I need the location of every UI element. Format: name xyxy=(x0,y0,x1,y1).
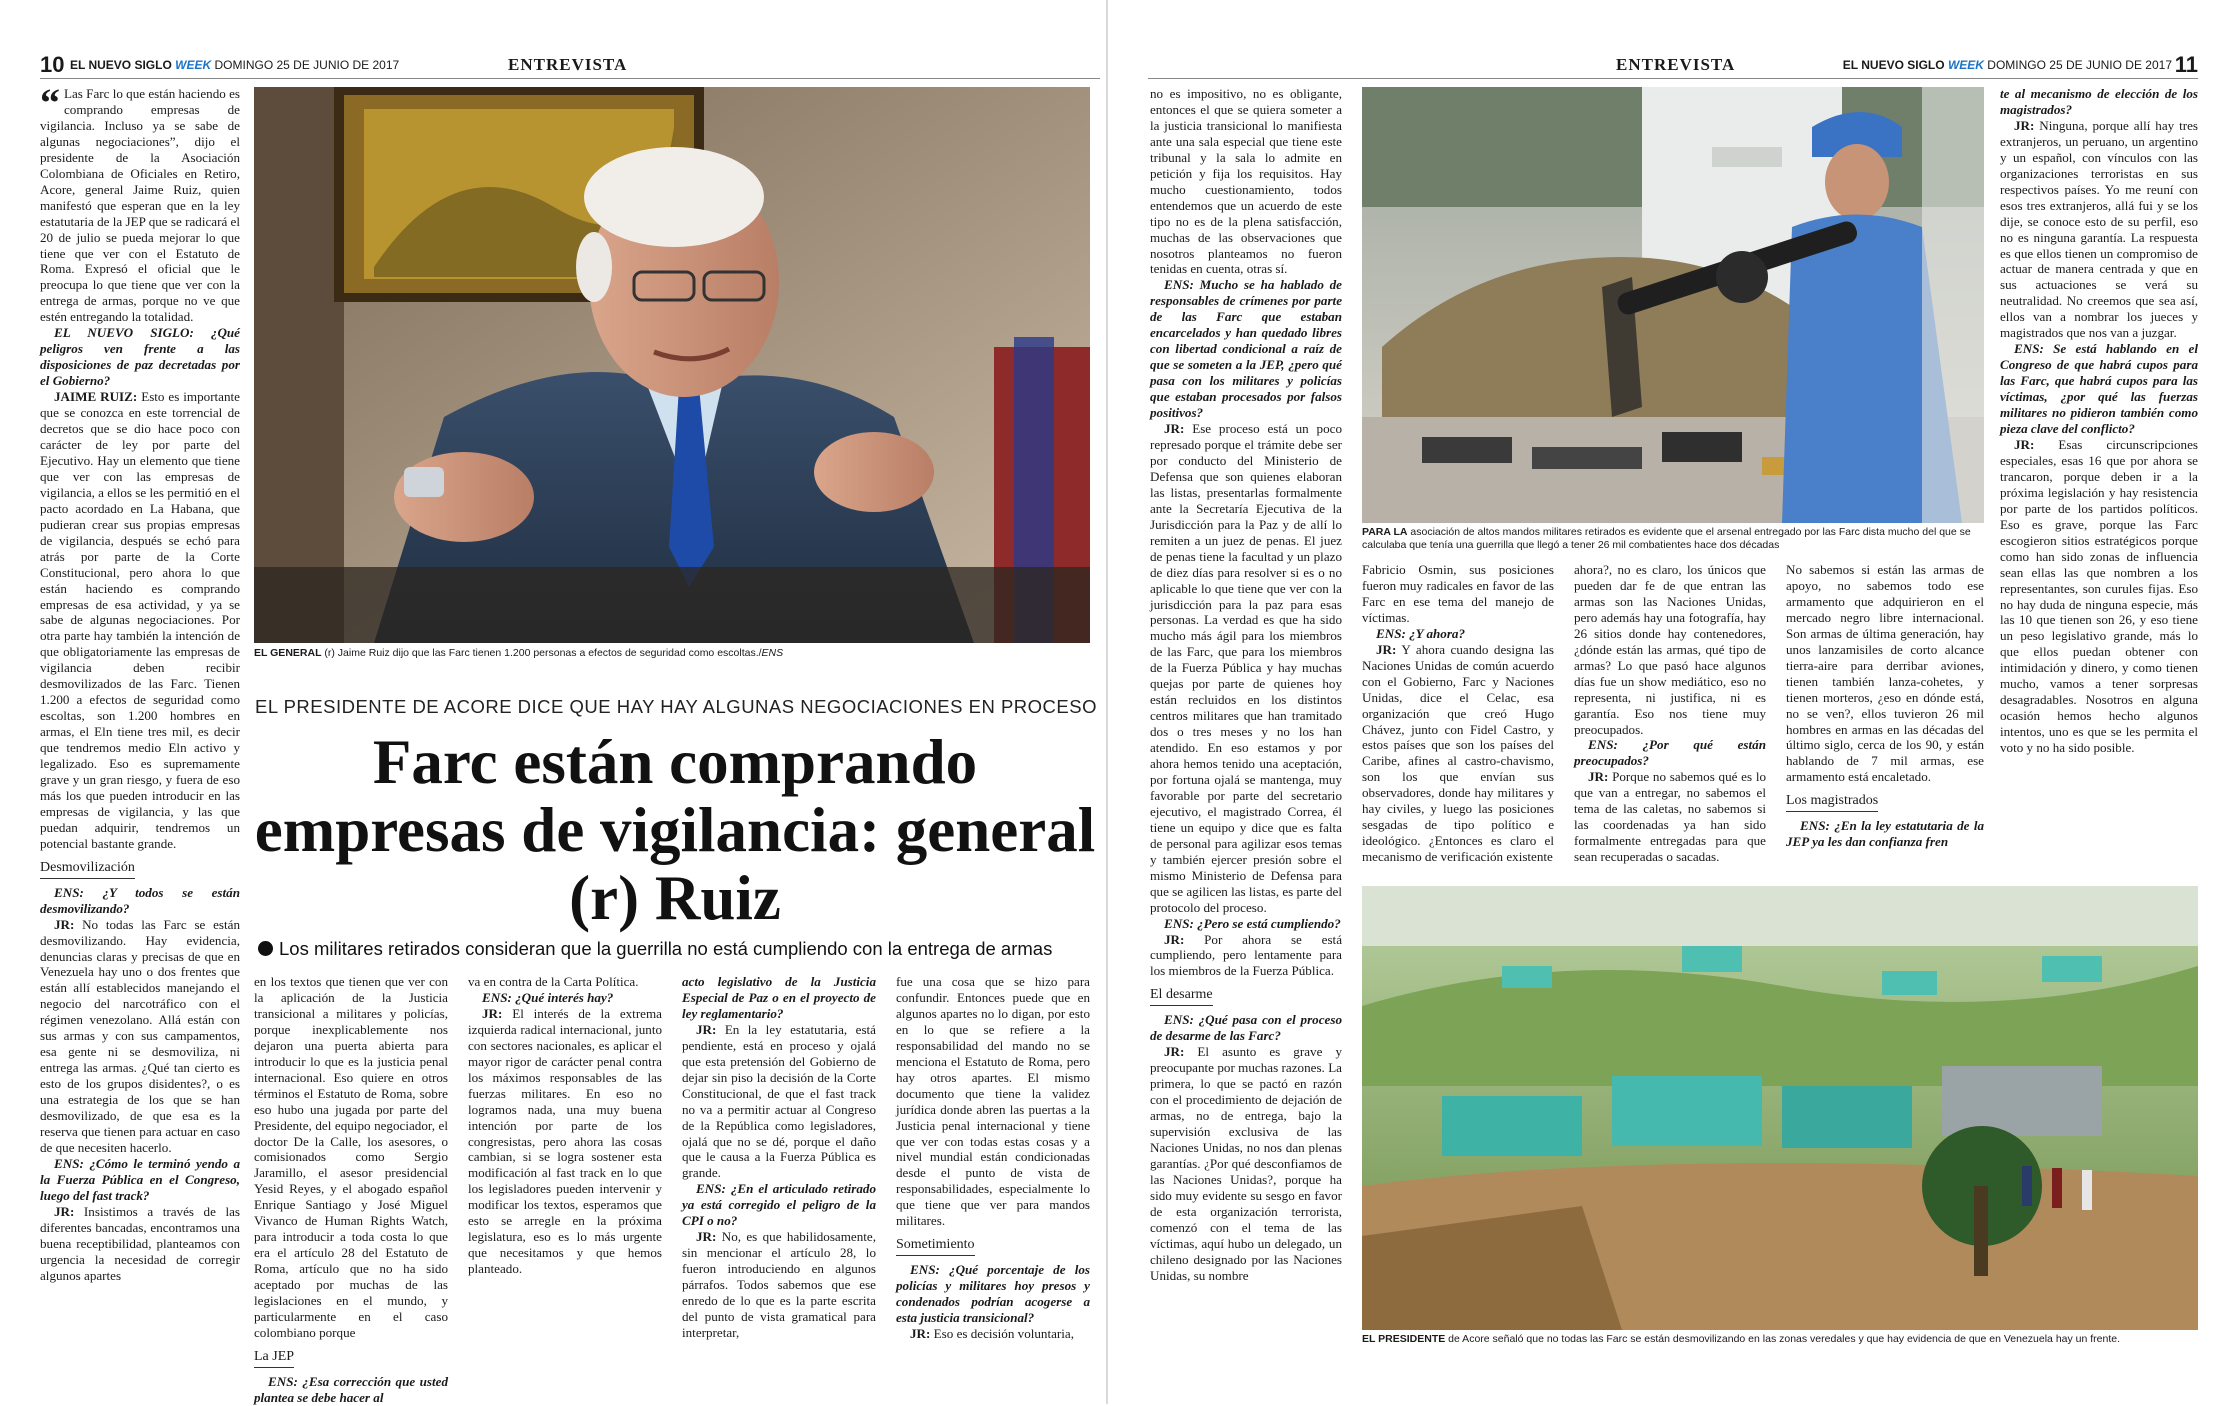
issue-date: DOMINGO 25 DE JUNIO DE 2017 xyxy=(214,58,400,72)
question-text: ¿Por qué están preocupados? xyxy=(1574,737,1766,769)
article-column-8 xyxy=(1574,562,1766,884)
question-text: Se está hablando en el Congreso de que habrá cupos para las Farc, que habrá cupos para las víctimas, ¿por qué las fuerzas militares no pidieron también como pieza clave del conflicto? xyxy=(2000,341,2198,437)
answer-text: El asunto es grave y preocupante por muchas razones. La primera, lo que se pactó en razón con el procedimiento de dejación de armas, no de entrega, bajo la supervisión exclusiva de las Naciones Unidas, no nos dan plenas garantías. ¿Por qué desconfiamos de las Naciones Unidas?, porque ha sido muy evidente su sesgo en favor de esta organización terrorista, comenzó con el tema de las víctimas, aquí hubo un delegado, un chileno designado por las Naciones Unidas, su nombre xyxy=(1150,1044,1342,1283)
answer-text: Y ahora cuando designa las Naciones Unidas de común acuerdo con el Gobierno, Farc y Naciones Unidas, dice el Celac, esa organización que creó Hugo Chávez, junto con Fidel Castro, y estos países que son los países del Caribe, afines al castro-chavismo, son los que envían sus observadores, donde hay militares y hay civiles, y luego las posiciones sesgadas de tipo político e ideológico. ¿Entonces es claro el mecanismo de verificación existente xyxy=(1362,641,1554,865)
body-paragraph: ahora?, no es claro, los únicos que pueden dar fe de que entran las armas son las Naciones Unidas, pero además hay una fotografía, hay 26 sitios donde hay contenedores, ¿dónde están las armas, qué tipo de armas? Lo que pasó hace algunos días fue un show mediático, eso no representa, ni justifica, ni es garantía. Eso nos tiene muy preocupados. xyxy=(1574,562,1766,737)
answer-text: Por ahora se está cumpliendo, pero lentamente para los miembros de la Fuerza Pública. xyxy=(1150,931,1342,979)
answer-text: El interés de la extrema izquierda radical internacional, junto con sectores nacionales, es aplicar el mayor rigor de carácter penal contra los máximos responsables de las fuerzas militares. En eso no logramos nada, una muy buena intención por parte de los congresistas, pero ahora las cosas cambian, si se logra sostener esta modificación al fast track en lo que los legisladores pueden intervenir y modificar los textos, esperamos que esto se arregle en la próxima legislatura, eso es lo más urgente que necesitamos y que hemos planteado. xyxy=(468,1005,662,1277)
caption-lead: PARA LA xyxy=(1362,526,1408,538)
subhead-los-magistrados: Los magistrados xyxy=(1786,793,1878,812)
question-text: ¿Qué pasa con el proceso de desarme de las Farc? xyxy=(1150,1012,1342,1044)
publication-week: WEEK xyxy=(175,58,212,72)
article-kicker: EL PRESIDENTE DE ACORE DICE QUE HAY HAY ALGUNAS NEGOCIACIONES EN PROCESO xyxy=(255,696,1097,717)
body-paragraph: va en contra de la Carta Política. xyxy=(468,974,639,989)
answer-text: Esas circunscripciones especiales, esas 16 que por ahora se trancaron, porque deben ir a la próxima legislación y hay resistencia por parte de los partidos políticos. Eso es grave, porque las Farc escogieron sitios estratégicos porque como han sido zonas de influencia sean ellas las que nombren a los representantes, son curules fijas. Eso no hay duda de ninguna especie, más las 10 que tienen son 26, y eso tiene un peso legislativo grande, más lo que ellos puedan obtener con intimidación y dinero, y como tienen mucho, vamos a tener sorpresas desagradables. Nosotros en alguna ocasión hemos hecho algunos intentos, uno es que se les permita el voto y no ha sido posible. xyxy=(2000,436,2198,756)
answer-label: JR: xyxy=(696,1021,717,1037)
subhead-el-desarme: El desarme xyxy=(1150,987,1213,1006)
answer-label: JR: xyxy=(54,1203,75,1219)
weapons-illustration xyxy=(1362,87,1984,523)
question-label: ENS: xyxy=(268,1373,298,1389)
photo-general-ruiz xyxy=(254,87,1090,643)
answer-text: Insistimos a través de las diferentes bancadas, encontramos una buena receptibilidad, planteamos con urgencia la necesidad de corregir algunos apartes xyxy=(40,1203,240,1283)
question-text: ¿Qué interés hay? xyxy=(511,989,614,1005)
question-text: ¿Y ahora? xyxy=(1405,625,1466,641)
question-label: EL NUEVO SIGLO: xyxy=(54,325,194,341)
publication-line xyxy=(1843,58,2172,72)
answer-label: JR: xyxy=(696,1229,717,1245)
photo-veredal-caption xyxy=(1362,1333,2198,1346)
section-label: ENTREVISTA xyxy=(1616,55,1736,74)
question-text: ¿Qué peligros ven frente a las disposiciones de paz decretadas por el Gobierno? xyxy=(40,325,240,389)
header-rule xyxy=(40,78,1100,79)
body-paragraph: fue una cosa que se hizo para confundir. Entonces puede que en algunos apartes no lo digan, por esto en lo que se refiere a la responsabilidad del mando no se menciona el Estatuto de Roma, pero hay otros apartes. El mismo documento que tiene la validez jurídica donde abren las puertas a la Justicia penal internacional y tiene que ver con todas estas cosas y a nivel mundial están condicionadas desde el punto de vista de responsabilidades, especialmente lo que tiene que ver para mandos militares. xyxy=(896,974,1090,1229)
answer-label: JR: xyxy=(910,1326,931,1342)
caption-text: (r) Jaime Ruiz dijo que las Farc tienen 1.200 personas a efectos de seguridad como escoltas./ xyxy=(321,647,762,659)
left-page-header xyxy=(40,52,1100,78)
page-number: 10 xyxy=(40,52,65,77)
question-text: Mucho se ha hablado de responsables de crímenes por parte de las Farc que estaban encarcelados y han quedado libres con libertad condicional a raíz de que se someten a la JEP, ¿pero qué pasa con los militares y policías que estaban procesados por falsos positivos? xyxy=(1150,277,1342,421)
answer-label: JAIME RUIZ: xyxy=(54,389,138,405)
article-column-6 xyxy=(1150,86,1342,1340)
subhead-desmovilizacion: Desmovilización xyxy=(40,860,135,879)
article-column-2 xyxy=(254,974,448,1405)
article-column-7 xyxy=(1362,562,1554,884)
answer-label: JR: xyxy=(2014,117,2035,133)
answer-label: JR: xyxy=(1164,931,1185,947)
photo-weapons-caption xyxy=(1362,526,1984,552)
deck-text: Los militares retirados consideran que la guerrilla no está cumpliendo con la entrega de armas xyxy=(279,938,1053,959)
subhead-la-jep: La JEP xyxy=(254,1349,294,1368)
answer-text: Ese proceso está un poco represado porque el trámite debe ser por conducto del Ministerio de Defensa que son quienes elaboran las listas, presentarlas formalmente ante la Secretaría Ejecutiva de la Jurisdicción para la Paz y de allí lo remiten a un juez de penas. El juez de penas tiene la facultad y un plazo de diez días para resolver si es o no aplicable lo que tiene que ver con la jurisdicción para la paz para esas personas. La verdad es que ha sido mucho más ágil para los miembros de las Farc, que para los miembros de la Fuerza Pública y hay muchas quejas por parte de quienes hoy están recluidos en los distintos centros militares que han tramitado dos o tres meses y no los han atendido. En eso estamos y por ahora hemos tenido una aceptación, por fortuna ojalá se mantenga, muy favorable por parte del secretario ejecutivo, el magistrado Correa, él tiene un equipo y dice que es falta de personal para agilizar esos temas y también ejercer presión sobre el mismo Ministerio de Defensa para que se agilicen las listas, es parte del protocolo del proceso. xyxy=(1150,421,1342,915)
answer-text: Eso es decisión voluntaria, xyxy=(930,1326,1075,1342)
question-label: ENS: xyxy=(1588,737,1618,753)
question-text: ¿Esa corrección que usted plantea se debe hacer al xyxy=(254,1373,448,1405)
photo-general-ruiz-caption xyxy=(254,647,1090,660)
answer-text: En la ley estatutaria, está pendiente, está en proceso y ojalá que esta pretensión del Gobierno de dejar sin piso la decisión de la Corte Constitucional, de que el fast track no va a permitir actuar al Congreso de la República como legisladores, ojalá que no se dé, porque el daño que le causa a la Fuerza Pública es grande. xyxy=(682,1021,876,1181)
question-text: ¿Qué porcentaje de los policías y militares hoy presos y condenados podrían acogerse a esta justicia transicional? xyxy=(896,1262,1090,1326)
page-number: 11 xyxy=(2174,52,2198,77)
article-column-5 xyxy=(896,974,1090,1340)
section-label: ENTREVISTA xyxy=(508,55,628,74)
article-deck xyxy=(258,938,1098,960)
article-column-10 xyxy=(2000,86,2198,872)
question-text: ¿En el articulado retirado ya está corregido el peligro de la CPI o no? xyxy=(682,1181,876,1229)
article-column-1 xyxy=(40,80,240,1340)
question-text: acto legislativo de la Justicia Especial de Paz o en el proyecto de ley reglamentario? xyxy=(682,974,876,1021)
article-column-4 xyxy=(682,974,876,1340)
question-label: ENS: xyxy=(1376,625,1406,641)
question-text: ¿Pero se está cumpliendo? xyxy=(1193,915,1341,931)
body-paragraph: No sabemos si están las armas de apoyo, no sabemos todo ese armamento que adquirieron en el mercado negro libre internacional. Son armas de última generación, hay unos lanzamisiles de corto alcance tierra-aire para derribar aviones, tienen también lanza-cohetes, y tienen morteros, ¿eso en dónde está, no se ven?, ellos tuvieron 26 mil hombres en armas en las décadas del último siglo, cerca de los 90, y están hablando de 7 mil armas, ese armamento está encaletado. xyxy=(1786,562,1984,785)
answer-text: No todas las Farc se están desmovilizando. Hay evidencia, denuncias claras y precisas de que en Venezuela hay uno o dos frentes que están allí establecidos manejando el negocio del narcotráfico con el régimen venezolano. Allá están con sus armas y con sus campamentos, esa gente ni se desmoviliza, ni entrega las armas. ¿Qué tan cierto es esto de los grupos disidentes?, o es una estrategia de los que se han desmovilizado, de que esa es la reserva que tienen para actuar en caso de que necesiten hacerlo. xyxy=(40,916,240,1155)
question-label: ENS: xyxy=(2014,341,2044,357)
question-label: ENS: xyxy=(910,1262,940,1278)
issue-date: DOMINGO 25 DE JUNIO DE 2017 xyxy=(1987,58,2172,72)
header-rule xyxy=(1148,78,2198,79)
bullet-dot-icon xyxy=(258,941,273,956)
photo-credit: ENS xyxy=(761,647,784,659)
answer-label: JR: xyxy=(482,1005,503,1021)
question-label: ENS: xyxy=(1164,1012,1194,1028)
question-label: ENS: xyxy=(54,1155,84,1171)
question-text: ¿Y todos se están desmovilizando? xyxy=(40,884,240,916)
question-label: ENS: xyxy=(696,1181,726,1197)
body-paragraph: no es impositivo, no es obligante, entonces el que se quiera someter a la justicia transicional lo manifiesta ante una sala especial que tiene este tribunal y la sala lo admite en petición y fija los requisitos. Hay mucho cuestionamiento, todos entendemos que un acuerdo de este tipo no es de la plena satisfacción, muchas de las observaciones que nosotros planteamos no fueron tenidas en cuenta, otras sí. xyxy=(1150,86,1342,277)
article-column-9 xyxy=(1786,562,1984,884)
caption-lead: EL PRESIDENTE xyxy=(1362,1333,1446,1345)
publication-name: EL NUEVO SIGLO xyxy=(1842,58,1945,72)
body-paragraph: Fabricio Osmin, sus posiciones fueron muy radicales en favor de las Farc en ese tema del manejo de víctimas. xyxy=(1362,562,1554,625)
question-label: ENS: xyxy=(1164,915,1194,931)
left-page xyxy=(0,0,1106,1404)
answer-text: Porque no sabemos qué es lo que van a entregar, no sabemos el tema de las caletas, no sabemos si las coordenadas ya han sido formalmente entregadas para que sean recuperadas o sacadas. xyxy=(1574,769,1766,865)
right-page xyxy=(1108,0,2216,1404)
answer-text: No, es que habilidosamente, sin mencionar el artículo 28, lo fueron introduciendo en algunos párrafos. Todos sabemos que ese enredo de lo que es la parte escrita del punto de vista gramatical para interpretar, xyxy=(682,1229,876,1340)
question-label: ENS: xyxy=(54,884,84,900)
answer-text: Esto es importante que se conozca en este torrencial de decretos que se dio hace poco con carácter de ley por parte del Ejecutivo. Hay un elemento que tiene que ver con las empresas de vigilancia, a ellos se les permitió en el pacto acordado en La Habana, que pudieran crear sus propias empresas de vigilancia, después se echó para atrás por parte de la Corte Constitucional, pero ahora lo que están haciendo es comprando empresas de esa actividad, y ya se sabe de algunas negociaciones. Por otra parte hay también la intención de que obligatoriamente las empresas de vigilancia deben recibir desmovilizados de las Farc. Tienen 1.200 a efectos de seguridad como escoltas, son 1.200 hombres en armas, el Eln tiene tres mil, es decir que tendremos medio Eln activo y legalizado. Eso es supremamente grave y un gran riesgo, y fuera de eso más los que pueden introducir en las empresas de vigilancia, y las que puedan adquirir, tendremos un potencial bastante grande. xyxy=(40,389,240,851)
photo-veredal-zone xyxy=(1362,886,2198,1330)
publication-week: WEEK xyxy=(1947,58,1984,72)
answer-label: JR: xyxy=(1376,641,1397,657)
article-column-3 xyxy=(468,974,662,1340)
answer-label: JR: xyxy=(1588,769,1609,785)
camp-illustration xyxy=(1362,886,2198,1330)
answer-text: Ninguna, porque allí hay tres extranjeros, un peruano, un argentino y un español, con vínculos con las organizaciones terroristas en sus respectivos países. Yo me reuní con esos tres extranjeros, allá fui y se los dije, se conoce esto de su perfil, eso no es ninguna garantía. La respuesta es que ellos tienen un compromiso de actuar de manera centrada y que en sus actuaciones se verá su neutralidad. No creemos que sea así, ellos van a nombrar los jueces y magistrados que nos van a juzgar. xyxy=(2000,117,2198,341)
question-label: ENS: xyxy=(482,989,512,1005)
question-label: ENS: xyxy=(1800,818,1830,834)
question-text: ¿En la ley estatutaria de la JEP ya les dan confianza fren xyxy=(1786,818,1984,850)
question-text: te al mecanismo de elección de los magistrados? xyxy=(2000,86,2198,117)
portrait-illustration xyxy=(254,87,1090,643)
intro-paragraph: Las Farc lo que están haciendo es comprando empresas de vigilancia. Incluso ya se sabe de algunas negociaciones”, dijo el presidente de la Asociación Colombiana de Oficiales en Retiro, Acore, general Jaime Ruiz, quien manifestó que esperan que en la ley estatutaria de la JEP que se radicará el 20 de julio se pueda mejorar lo que tiene que ver con el Estatuto de Roma. Expresó el oficial que le preocupa lo que tiene que ver con la entrega de armas, porque no ve que estén entregando la totalidad. xyxy=(40,86,240,325)
publication-name: EL NUEVO SIGLO xyxy=(70,58,172,72)
answer-label: JR: xyxy=(2014,436,2035,452)
body-paragraph: en los textos que tienen que ver con la aplicación de la Justicia transicional a militares y policías, porque inexplicablemente nos dejaron una puerta abierta para introducir lo que es la justicia penal internacional. Eso quiere en otros términos el Estatuto de Roma, sobre eso hubo una jugada por parte del Presidente, del equipo negociador, el doctor De la Calle, los asesores, o comisionados como Sergio Jaramillo, el asesor presidencial Yesid Reyes, y el abogado español Enrique Santiago y José Miguel Vivanco de Human Rights Watch, para introducir a toda costa lo que era el artículo 28 del Estatuto de Roma, artículo que no ha sido aceptado por muchas de las legislaciones en el mundo, y particularmente en el caso colombiano porque xyxy=(254,974,448,1340)
publication-line xyxy=(70,58,399,72)
caption-text: de Acore señaló que no todas las Farc se están desmovilizando en las zonas veredales y que hay evidencia de que en Venezuela hay un frente. xyxy=(1445,1333,2121,1345)
photo-weapons-inspection xyxy=(1362,87,1984,523)
question-label: ENS: xyxy=(1164,277,1194,293)
answer-label: JR: xyxy=(54,916,75,932)
subhead-sometimiento: Sometimiento xyxy=(896,1237,975,1256)
answer-label: JR: xyxy=(1164,1044,1185,1060)
answer-label: JR: xyxy=(1164,421,1185,437)
right-page-header xyxy=(1108,52,2198,78)
caption-lead: EL GENERAL xyxy=(254,647,322,659)
caption-text: asociación de altos mandos militares retirados es evidente que el arsenal entregado por las Farc dista mucho del que se calculaba que tenía una guerrilla que llegó a tener 26 mil combatientes hace dos décadas xyxy=(1362,526,1971,551)
question-text: ¿Cómo le terminó yendo a la Fuerza Pública en el Congreso, luego del fast track? xyxy=(40,1155,240,1203)
opening-quote: “ xyxy=(40,80,60,125)
article-headline: Farc están comprando empresas de vigilancia: general (r) Ruiz xyxy=(254,727,1096,933)
